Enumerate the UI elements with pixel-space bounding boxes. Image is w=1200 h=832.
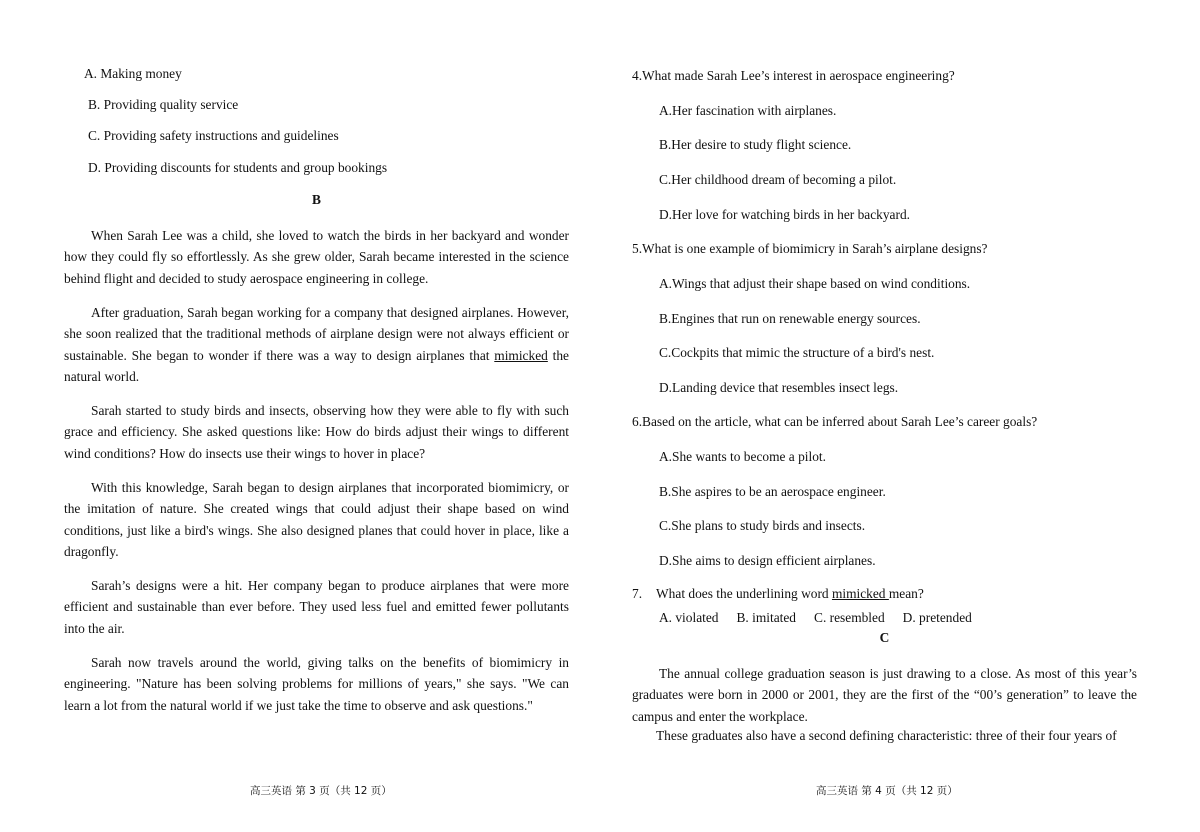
option-c-prev: C. Providing safety instructions and guidelines (88, 128, 339, 143)
question-4-stem: 4.What made Sarah Lee’s interest in aerospace engineering? (632, 68, 955, 83)
question-6-option-c: C.She plans to study birds and insects. (659, 518, 866, 533)
page-footer-left: 高三英语 第 3 页（共 12 页） (250, 785, 392, 797)
question-4-option-b: B.Her desire to study flight science. (659, 137, 852, 152)
question-5-stem: 5.What is one example of biomimicry in Sarah’s airplane designs? (632, 241, 988, 256)
passage-b-paragraph-6: Sarah now travels around the world, giving talks on the benefits of biomimicry in engineering. "Nature has been solving problems for millions of years," she says. "We can learn a lot from the natural world if we just take the time to observe and ask questions." (64, 655, 569, 713)
question-7-number: 7. (632, 586, 643, 601)
question-7-option-b: B. imitated (736, 610, 797, 625)
question-7-option-c: C. resembled (814, 610, 885, 625)
passage-c-paragraph-1: The annual college graduation season is just drawing to a close. As most of this year’s graduates were born in 2000 or 2001, they are the first of the “00’s generation” to leave the campus and enter the workplace. (632, 666, 1137, 724)
question-5-option-d: D.Landing device that resembles insect legs. (659, 380, 899, 395)
question-7-options (659, 610, 990, 626)
question-5-option-a: A.Wings that adjust their shape based on wind conditions. (659, 276, 971, 291)
paragraph-2-text: After graduation, Sarah began working for a company that designed airplanes. However, she soon realized that the traditional methods of airplane design were not always efficient or sustainable. She began to wonder if there was a way to design airplanes that (64, 305, 569, 363)
question-4-option-a: A.Her fascination with airplanes. (659, 103, 837, 118)
question-7-stem (632, 586, 924, 602)
question-7-option-d: D. pretended (902, 610, 972, 625)
question-6-option-d: D.She aims to design efficient airplanes. (659, 553, 876, 568)
underlined-word-mimicked: mimicked (494, 347, 548, 363)
question-7-option-a: A. violated (659, 610, 719, 625)
passage-b-paragraph-4: With this knowledge, Sarah began to design airplanes that incorporated biomimicry, or the imitation of nature. She created wings that could adjust their shape based on wind conditions, just like a bird's wings. She also designed planes that could hover in place, like a dragonfly. (64, 480, 569, 559)
passage-b-paragraph-5: Sarah’s designs were a hit. Her company began to produce airplanes that were more efficient and sustainable than ever before. They used less fuel and emitted fewer pollutants into the air. (64, 578, 569, 636)
passage-b-paragraph-2 (64, 302, 569, 387)
question-6-option-a: A.She wants to become a pilot. (659, 449, 826, 464)
page-footer-right: 高三英语 第 4 页（共 12 页） (816, 785, 958, 797)
question-6-option-b: B.She aspires to be an aerospace engineer. (659, 484, 886, 499)
option-b-prev: B. Providing quality service (88, 97, 239, 112)
question-5-option-c: C.Cockpits that mimic the structure of a bird's nest. (659, 345, 935, 360)
section-c-label: C (879, 630, 890, 645)
question-7-stem-pre: What does the underlining word (656, 586, 832, 601)
question-5-option-b: B.Engines that run on renewable energy sources. (659, 311, 921, 326)
paragraph-2-tail: the natural world. (64, 347, 569, 384)
passage-b-paragraph-1: When Sarah Lee was a child, she loved to watch the birds in her backyard and wonder how they could fly so effortlessly. As she grew older, Sarah became interested in the science behind flight and decided to study aerospace engineering in college. (64, 228, 569, 286)
question-4-option-c: C.Her childhood dream of becoming a pilot. (659, 172, 897, 187)
question-7-underlined-word: mimicked (831, 586, 889, 601)
option-d-prev: D. Providing discounts for students and group bookings (88, 160, 388, 175)
question-7-stem-post: mean? (888, 586, 924, 601)
passage-c-paragraph-2: These graduates also have a second defining characteristic: three of their four years of (656, 728, 1117, 743)
option-a-prev: A. Making money (84, 66, 182, 81)
question-4-option-d: D.Her love for watching birds in her backyard. (659, 207, 910, 222)
question-6-stem: 6.Based on the article, what can be inferred about Sarah Lee’s career goals? (632, 414, 1038, 429)
section-b-label: B (312, 192, 321, 207)
passage-b-paragraph-3: Sarah started to study birds and insects, observing how they were able to fly with such grace and efficiency. She asked questions like: How do birds adjust their wings to different wind conditions? How do insects use their wings to hover in place? (64, 403, 569, 461)
